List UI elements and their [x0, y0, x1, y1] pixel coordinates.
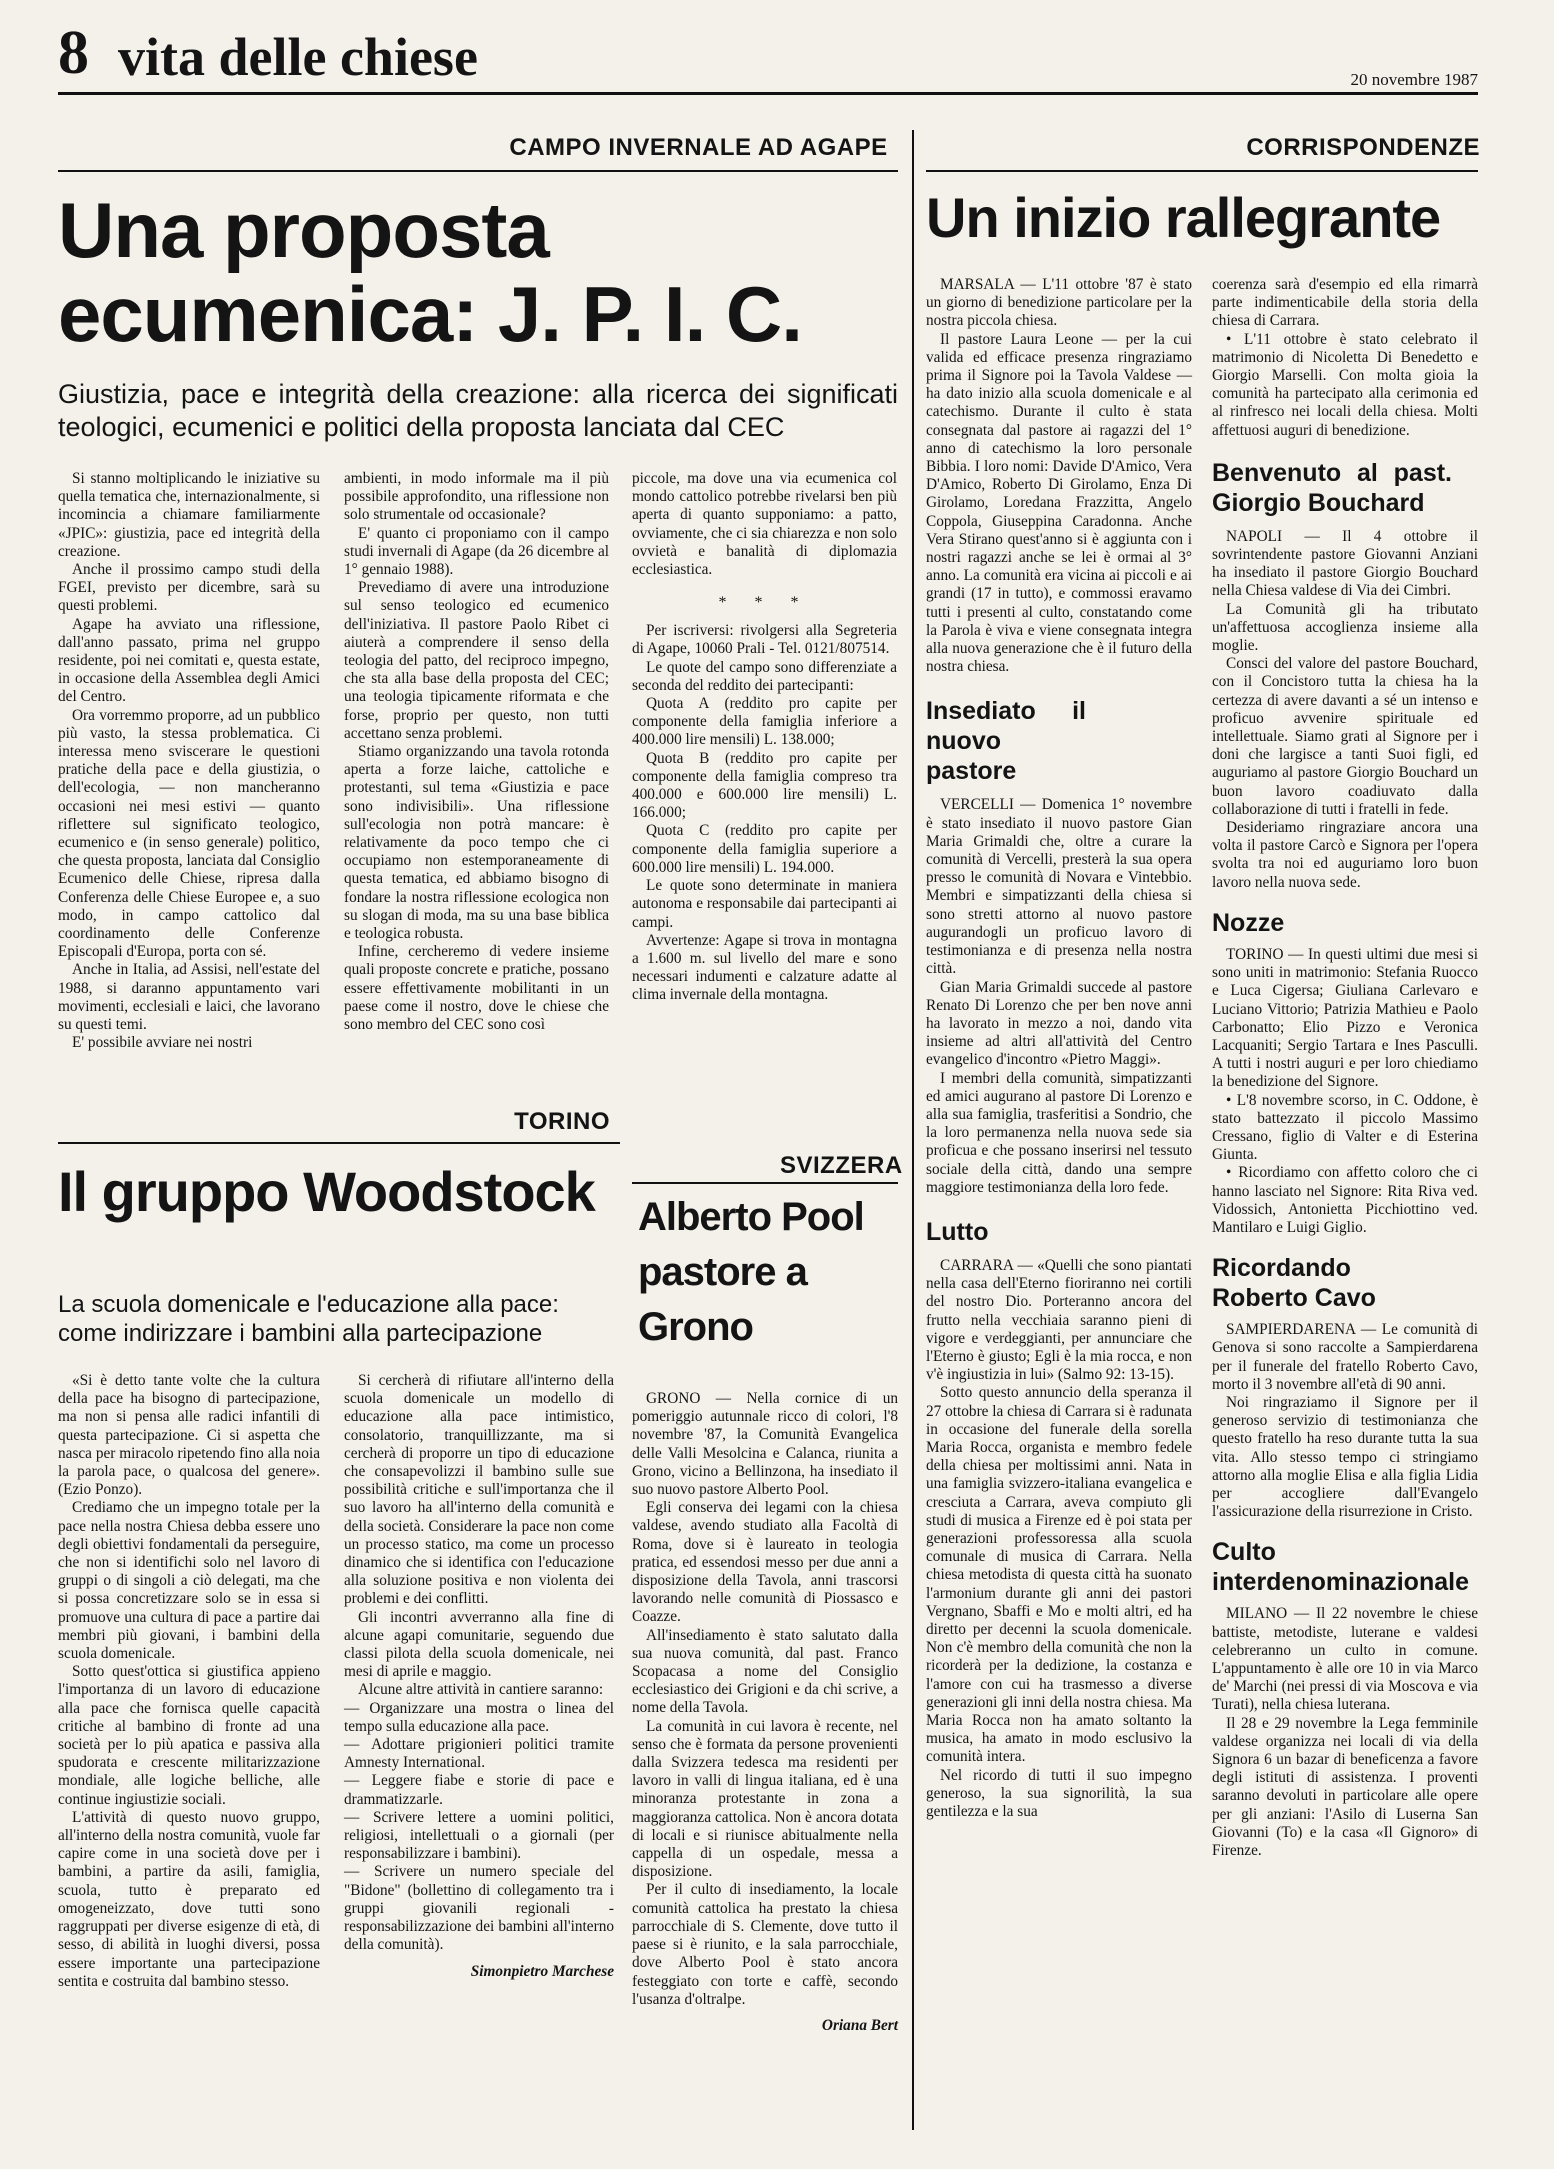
paragraph: E' possibile avviare nei nostri	[72, 1034, 253, 1052]
paragraph: Si stanno moltiplicando le iniziative su quella tematica che, internazionalmente, si incomincia a chiamare familiarmente «JPIC»: giustizia, pace ed integrità della creazione.	[58, 470, 320, 560]
paragraph: Quota A (reddito pro capite per componente della famiglia inferiore a 400.000 lire mensili) L. 138.000;	[632, 695, 897, 749]
paragraph: Gian Maria Grimaldi succede al pastore Renato Di Lorenzo che per ben nove anni ha lavorato in mezzo a noi, dando vita insieme ad altri all'attività del Centro evangelico d'incontro «Pietro Maggi».	[926, 978, 1192, 1069]
paragraph: piccole, ma dove una via ecumenica col mondo cattolico potrebbe rivelarsi ben più aperta di quanto supponiamo: a patto, ovviamente, che ci sia chiarezza e non solo ovvietà e banalità di diplomazia ecclesiastica.	[632, 470, 897, 579]
pool-kicker-rule	[632, 1182, 898, 1184]
paragraph: MILANO — Il 22 novembre le chiese battiste, metodiste, luterane e valdesi celebreranno un culto in comune. L'appuntamento è alle ore 10 in via Marco de' Marchi (nei pressi di via Moscova e via Turati), nella chiesa luterana.	[1212, 1605, 1478, 1714]
paragraph: Si cercherà di rifiutare all'interno della scuola domenicale un modello di educazione alla pace intimistico, consolatorio, tranquillizzante, ma si cercherà di proporre un tipo di educazione che consapevolizzi il bambino sulle sue possibilità critiche e sull'importanza che il suo lavoro ha all'interno della comunità e della società. Considerare la pace non come un processo statico, ma come un processo dinamico che si identifica con l'educazione alla soluzione positiva e non violenta dei problemi e dei conflitti.	[344, 1372, 614, 1608]
lutto-subhead: Lutto	[926, 1217, 989, 1246]
author-signature: Oriana Bert	[821, 2016, 898, 2034]
list-item: — Leggere fiabe e storie di pace e drammatizzarle.	[344, 1772, 614, 1808]
paragraph: Anche in Italia, ad Assisi, nell'estate del 1988, si daranno appuntamento vari movimenti, ecclesiali e laici, che lavorano su questi temi.	[58, 961, 320, 1034]
paragraph: MARSALA — L'11 ottobre '87 è stato un giorno di benedizione particolare per la nostra piccola chiesa.	[926, 276, 1192, 330]
pool-kicker: SVIZZERA	[780, 1152, 903, 1179]
paragraph: GRONO — Nella cornice di un pomeriggio autunnale ricco di colori, l'8 novembre '87, la Comunità Evangelica delle Valli Mesolcina e Calanca, riunita a Grono, vicino a Bellinzona, ha insediato il suo nuovo pastore Alberto Pool.	[632, 1390, 898, 1499]
list-item: — Scrivere lettere a uomini politici, religiosi, intellettuali o a giornali (per responsabilizzare i bambini).	[344, 1808, 614, 1863]
paragraph: Noi ringraziamo il Signore per il generoso servizio di testimonianza che questo fratello ha reso durante tutta la sua vita. Allo stesso tempo ci stringiamo attorno alla moglie Elisa e alla figlia Lidia per accogliere dall'Evangelo l'assicurazione della risurrezione in Cristo.	[1212, 1393, 1478, 1521]
jpic-column-2	[344, 470, 609, 1034]
woodstock-column-1	[58, 1372, 320, 1991]
paragraph: Quota B (reddito pro capite per componente della famiglia compreso tra 400.000 e 600.000 lire mensili) L. 166.000;	[632, 749, 897, 822]
woodstock-kicker: TORINO	[514, 1108, 610, 1135]
corr-kicker-rule	[926, 170, 1478, 172]
paragraph: Anche il prossimo campo studi della FGEI, previsto per dicembre, sarà su questi problemi.	[58, 561, 320, 615]
paragraph: Prevediamo di avere una introduzione sul senso teologico ed ecumenico dell'iniziativa. Il pastore Paolo Ribet ci aiuterà a comprendere il senso della teologia del patto, del reciproco impegno, che sta alla base della proposta del CEC; una teologia tipicamente riformata e che forse, proprio per questo, non tutti accettano senza problemi.	[344, 579, 609, 742]
list-item: — Adottare prigionieri politici tramite Amnesty International.	[344, 1736, 614, 1772]
woodstock-column-2	[344, 1372, 614, 1981]
section-title: vita delle chiese	[118, 27, 478, 87]
issue-date: 20 novembre 1987	[1350, 70, 1478, 89]
masthead-rule	[58, 92, 1478, 95]
paragraph: Alcune altre attività in cantiere saranno:	[358, 1681, 604, 1699]
paragraph: Consci del valore del pastore Bouchard, con il Concistoro tutta la chiesa ha la certezza di avere davanti a sé un intenso e proficuo avvenire spirituale ed intellettuale. Siamo grati al Signore per i doni che largisce a tanti Suoi figli, ed auguriamo al pastore Giorgio Bouchard un buon lavoro coadiuvato dalla collaborazione di tutti i fratelli in fede.	[1212, 655, 1478, 818]
paragraph: Avvertenze: Agape si trova in montagna a 1.600 m. sul livello del mare e sono necessari indumenti e calzature adatte al clima invernale della montagna.	[632, 931, 897, 1004]
paragraph: • L'11 ottobre è stato celebrato il matrimonio di Nicoletta Di Benedetto e Giorgio Marselli. Con molta gioia la comunità ha partecipato alla cerimonia ed al rinfresco nei locali della chiesa. Molti affettuosi auguri di benedizione.	[1212, 330, 1478, 439]
woodstock-deck: La scuola domenicale e l'educazione alla pace: come indirizzare i bambini alla partecipazione	[58, 1291, 559, 1348]
paragraph: Quota C (reddito pro capite per componente della famiglia superiore a 600.000 lire mensili) L. 194.000.	[632, 822, 897, 876]
paragraph: Sotto quest'ottica si giustifica appieno l'importanza di un lavoro di educazione alla pace che fornisca quelle capacità critiche al bambino di fronte ad una società per lo più apatica e passiva alla spudorata e crescente militarizzazione mondiale, alle logiche belliche, alle continue ingiustizie sociali.	[58, 1663, 320, 1808]
vercelli-subhead: Insediato il nuovo pastore	[926, 697, 1086, 786]
corr-column-2	[1212, 276, 1478, 1860]
nozze-subhead: Nozze	[1212, 908, 1285, 937]
paragraph: Agape ha avviato una riflessione, dall'anno passato, prima nel gruppo residente, poi nei comitati e, questa estate, in occasione della Assemblea degli Amici del Centro.	[58, 615, 320, 706]
paragraph: CARRARA — «Quelli che sono piantati nella casa dell'Eterno fioriranno nei cortili del nostro Dio. Porteranno ancora del frutto nella vecchiaia saranno pieni di vigore e verdeggianti, per annunciare che l'Eterno è giusto; Egli è la mia rocca, e non v'è ingiustizia in lui» (Salmo 92: 13-15).	[926, 1256, 1192, 1384]
bouchard-subhead: Benvenuto al past. Giorgio Bouchard	[1212, 458, 1452, 517]
jpic-column-3	[632, 470, 897, 1005]
jpic-column-1	[58, 470, 320, 1053]
list-item: — Scrivere un numero speciale del "Bidone" (bollettino di collegamento tra i gruppi giovanili regionali - responsabilizzazione dei bambini all'interno della comunità).	[344, 1863, 614, 1954]
corr-kicker: CORRISPONDENZE	[1246, 134, 1480, 161]
paragraph: L'attività di questo nuovo gruppo, all'interno della nostra comunità, vuole far capire come in una società dove per i bambini, a partire da asili, famiglia, scuola, tutto è preparato ed omogeneizzato, dove tutti sono raggruppati per diverse esigenze di età, di sesso, di abilità in luoghi diversi, possa essere importante una partecipazione sentita e costruita dal bambino stesso.	[58, 1808, 320, 1990]
paragraph: Nel ricordo di tutti il suo impegno generoso, la sua signorilità, la sua gentilezza e la sua	[926, 1766, 1192, 1821]
paragraph: ambienti, in modo informale ma il più possibile approfondito, una riflessione non solo strumentale od occasionale?	[344, 470, 609, 524]
paragraph: Per il culto di insediamento, la locale comunità cattolica ha prestato la chiesa parrocchiale di S. Clemente, dove tutto il paese si è riunito, e la sala parrocchiale, dove Alberto Pool è stato ancora festeggiato con torte e caffè, secondo l'usanza d'oltralpe.	[632, 1881, 898, 2008]
paragraph: I membri della comunità, simpatizzanti ed amici augurano al pastore Di Lorenzo e alla sua famiglia, trasferitisi a Sondrio, che la loro permanenza nella nuova sede sia proficua e che possano inserirsi nel tessuto sociale della città, dando una sempre maggiore testimonianza della loro fede.	[926, 1069, 1192, 1196]
paragraph: Il 28 e 29 novembre la Lega femminile valdese organizza nei locali di via della Signora 6 un bazar di beneficenza a favore degli istituti di assistenza. I proventi saranno devoluti in particolare alle opere per gli anziani: l'Asilo di Luserna San Giovanni (To) e la casa «Il Gignoro» di Firenze.	[1212, 1714, 1478, 1860]
corr-column-1	[926, 276, 1192, 1821]
culto-subhead: Culto interdenominazionale	[1212, 1538, 1469, 1597]
paragraph: NAPOLI — Il 4 ottobre il sovrintendente pastore Giovanni Anziani ha insediato il pastore Giorgio Bouchard nella Chiesa valdese di Via dei Cimbri.	[1212, 527, 1478, 600]
corr-headline: Un inizio rallegrante	[926, 186, 1441, 249]
paragraph: Per iscriversi: rivolgersi alla Segreteria di Agape, 10060 Prali - Tel. 0121/807514.	[632, 622, 897, 658]
paragraph: All'insediamento è stato salutato dalla sua nuova comunità, dal past. Franco Scopacasa a nome del Consiglio ecclesiastico dei Grigioni e da chi scrive, a nome della Tavola.	[632, 1626, 898, 1717]
jpic-headline: Una proposta ecumenica: J. P. I. C.	[58, 186, 802, 359]
jpic-kicker: CAMPO INVERNALE AD AGAPE	[509, 134, 888, 161]
paragraph: • L'8 novembre scorso, in C. Oddone, è stato battezzato il piccolo Massimo Cressano, figlio di Valter e di Esterina Giunta.	[1212, 1091, 1478, 1164]
list-item: — Organizzare una mostra o linea del tempo sulla educazione alla pace.	[344, 1699, 614, 1735]
paragraph: Gli incontri avverranno alla fine di alcune agapi comunitarie, seguendo due classi pilota della scuola domenicale, nei mesi di aprile e maggio.	[344, 1608, 614, 1681]
paragraph: Le quote del campo sono differenziate a seconda del reddito dei partecipanti:	[632, 658, 897, 694]
paragraph: Sotto questo annuncio della speranza il 27 ottobre la chiesa di Carrara si è radunata in occasione del funerale della sorella Maria Rocca, organista e membro fedele della chiesa per moltissimi anni. Nata in una famiglia svizzero-italiana evangelica e cresciuta a Carrara, aveva compiuto gli studi di musica a Firenze ed è poi stata per generazioni professoressa alla scuola comunale di musica di Carrara. Nella chiesa metodista di questa città ha suonato l'armonium durante gli anni dei pastori Vergnano, Sbaffi e Mo e molti altri, ed ha diretto per decenni la scuola domenicale. Non c'è membro della comunità che non la ricorderà per la dedizione, la costanza e l'amore con cui ha trasmesso a diverse generazioni gli inni della nostra chiesa. Ma Maria Rocca non ha amato soltanto la musica, ha amato in modo esclusivo la comunità intera.	[926, 1384, 1192, 1766]
paragraph: Ora vorremmo proporre, ad un pubblico più vasto, la stessa problematica. Ci interessa meno sviscerare le questioni pratiche della pace e della giustizia, o dell'ecologia, — non mancheranno occasioni nei mesi estivi — quanto riflettere sul significato teologico, ecumenico e (in senso generale) politico, che questa proposta, lanciata dal Consiglio Ecumenico delle Chiese, ripresa dalla Conferenza delle Chiese Europee e, a suo modo, in campo cattolico dal coordinamento delle Conferenze Episcopali d'Europa, porta con sé.	[58, 706, 320, 961]
paragraph: Desideriamo ringraziare ancora una volta il pastore Carcò e Signora per l'opera svolta tra noi ed auguriamo loro buon lavoro nella nuova sede.	[1212, 819, 1478, 891]
jpic-kicker-rule	[58, 170, 898, 172]
paragraph: VERCELLI — Domenica 1° novembre è stato insediato il nuovo pastore Gian Maria Grimaldi che, oltre a curare la comunità di Vercelli, presterà la sua opera presso le comunità di Novara e Vintebbio. Membri e simpatizzanti della chiesa si sono stretti attorno al nuovo pastore augurandogli un proficuo lavoro di testimonianza e di presenza nella nostra città.	[926, 796, 1192, 978]
section-separator: * * *	[718, 594, 811, 612]
woodstock-kicker-rule	[58, 1142, 620, 1144]
paragraph: TORINO — In questi ultimi due mesi si sono uniti in matrimonio: Stefania Ruocco e Luca Cigersa; Giuliana Carlevaro e Luciano Vittorio; Patrizia Mathieu e Paolo Carbonatto; Elio Pizzo e Veronica Lacquaniti; Sergio Tartara e Ines Pasculli. A tutti i nostri auguri e per loro chiediamo la benedizione del Signore.	[1212, 945, 1478, 1091]
pool-column	[632, 1390, 898, 2035]
cavo-subhead: Ricordando Roberto Cavo	[1212, 1254, 1376, 1313]
author-signature: Simonpietro Marchese	[470, 1962, 614, 1980]
jpic-deck: Giustizia, pace e integrità della creazione: alla ricerca dei significati teologici, ecumenici e politici della proposta lanciata dal CEC	[58, 379, 898, 442]
pool-headline: Alberto Pool pastore a Grono	[638, 1195, 864, 1350]
paragraph: La comunità in cui lavora è recente, nel senso che è formata da persone provenienti dalla Svizzera tedesca ma residenti per lavoro in valli di lingua italiana, ed è una minoranza protestante in zona a maggioranza cattolica. Non è ancora dotata di locali e si riunisce abitualmente nella cappella di un ospedale, messa a disposizione.	[632, 1717, 898, 1881]
paragraph: • Ricordiamo con affetto coloro che ci hanno lasciato nel Signore: Rita Riva ved. Vidossich, Antonietta Picchiottino ved. Mantilaro e Luigi Giglio.	[1212, 1164, 1478, 1236]
paragraph: E' quanto ci proponiamo con il campo studi invernali di Agape (da 26 dicembre al 1° gennaio 1988).	[344, 524, 609, 579]
paragraph: «Si è detto tante volte che la cultura della pace ha bisogno di partecipazione, ma non si pensa alle radici infantili di questa partecipazione. Ci si aspetta che nasca per miracolo ripetendo fino alla noia la parola pace, o qualcosa del genere». (Ezio Ponzo).	[58, 1372, 320, 1499]
paragraph: Stiamo organizzando una tavola rotonda aperta a forze laiche, cattoliche e protestanti, sul tema «Giustizia e pace sono indivisibili». Una riflessione sull'ecologia non potrà mancare: è relativamente da poco tempo che ci occupiamo non estemporaneamente di questa tematica, ed abbiamo bisogno di fondare la nostra riflessione ecologica non su slogan di moda, ma su una base biblica e teologica robusta.	[344, 743, 609, 943]
woodstock-headline: Il gruppo Woodstock	[58, 1160, 595, 1223]
page-number: 8	[58, 19, 89, 87]
paragraph: SAMPIERDARENA — Le comunità di Genova si sono raccolte a Sampierdarena per il funerale del fratello Roberto Cavo, morto il 3 novembre all'età di 90 anni.	[1212, 1321, 1478, 1393]
paragraph: coerenza sarà d'esempio ed ella rimarrà parte indimenticabile della storia della chiesa di Carrara.	[1212, 276, 1478, 330]
paragraph: Infine, cercheremo di vedere insieme quali proposte concrete e pratiche, possano essere effettivamente mobilitanti in un paese come il nostro, dove le chiese che sono membro del CEC sono così	[344, 943, 609, 1034]
paragraph: Egli conserva dei legami con la chiesa valdese, avendo studiato alla Facoltà di Roma, dove si è laureato in teologia pratica, ed essendosi messo per due anni a disposizione della Tavola, anni trascorsi lavorando nelle comunità di Piossasco e Coazze.	[632, 1499, 898, 1626]
paragraph: Il pastore Laura Leone — per la cui valida ed efficace presenza ringraziamo prima il Signore poi la Tavola Valdese — ha dato inizio alla scuola domenicale e al catechismo. Durante il culto è stata consegnata dal pastore ai ragazzi del 1° anno di catechismo la loro personale Bibbia. I loro nomi: Davide D'Amico, Vera D'Amico, Roberto Di Girolamo, Enza Di Girolamo, Loredana Frazzitta, Angelo Coppola, Giuseppina Caradonna. Anche Vera Stirano quest'anno si è aggiunta con i nostri ragazzi anche se lei è ormai al 3° anno. La comunità era vicina ai piccoli e ai grandi (17 in tutto), e commossi eravamo tutti i presenti al culto, constatando come la Parola è viva e viene consegnata integra alla nuova generazione che è il futuro della nostra chiesa.	[926, 330, 1192, 676]
paragraph: Crediamo che un impegno totale per la pace nella nostra Chiesa debba essere uno degli obiettivi fondamentali da perseguire, che non si identifichi solo nel lavoro di gruppi o di singoli a ciò delegati, ma che si possa concretizzare solo se in essa si promuove una cultura di pace a partire dai membri più giovani, i bambini della scuola domenicale.	[58, 1499, 320, 1663]
paragraph: Le quote sono determinate in maniera autonoma e responsabile dai partecipanti ai campi.	[632, 877, 897, 931]
column-divider	[912, 130, 914, 2130]
paragraph: La Comunità gli ha tributato un'affettuosa accoglienza insieme alla moglie.	[1212, 600, 1478, 655]
